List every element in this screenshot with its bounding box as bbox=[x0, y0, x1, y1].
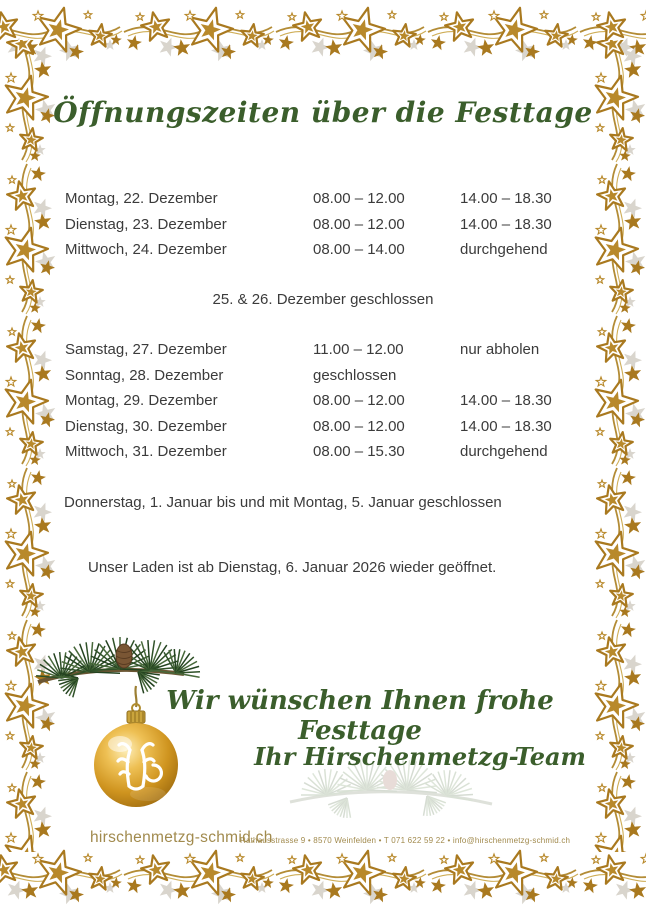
schedule-afternoon: durchgehend bbox=[460, 443, 548, 461]
schedule-afternoon: 14.00 – 18.30 bbox=[460, 190, 552, 207]
star-garland-top-border bbox=[0, 5, 646, 63]
schedule-row bbox=[65, 186, 585, 212]
signature-line: Ihr Hirschenmetzg-Team bbox=[254, 742, 586, 771]
greeting-line: Wir wünschen Ihnen frohe Festtage bbox=[166, 686, 554, 746]
website-text: hirschenmetzg-schmid.ch bbox=[90, 829, 273, 846]
pine-sprig-image bbox=[272, 760, 507, 838]
schedule-afternoon: 14.00 – 18.30 bbox=[460, 215, 552, 233]
schedule-day: Mittwoch, 24. Dezember bbox=[65, 241, 227, 259]
january-closed-note: Donnerstag, 1. Januar bis und mit Montag, 5. Januar geschlossen bbox=[64, 494, 502, 511]
schedule-day: Sonntag, 28. Dezember bbox=[65, 366, 224, 384]
schedule-morning: 08.00 – 12.00 bbox=[313, 417, 405, 435]
schedule-day: Montag, 22. Dezember bbox=[65, 190, 218, 207]
schedule-afternoon: durchgehend bbox=[460, 241, 548, 259]
schedule-morning: 11.00 – 12.00 bbox=[313, 341, 404, 358]
schedule-week2 bbox=[65, 337, 585, 465]
schedule-day: Samstag, 27. Dezember bbox=[65, 341, 227, 358]
schedule-row bbox=[65, 337, 585, 363]
schedule-afternoon bbox=[460, 363, 585, 389]
schedule-morning: 08.00 – 15.30 bbox=[313, 443, 405, 461]
schedule-day: Dienstag, 23. Dezember bbox=[65, 215, 227, 233]
schedule-row bbox=[65, 439, 585, 465]
christmas-closed-note: 25. & 26. Dezember geschlossen bbox=[212, 291, 434, 308]
contact-info-text: Rathausstrasse 9 • 8570 Weinfelden • T 071 622 59 22 • info@hirschenmetzg-schmid.ch bbox=[240, 836, 571, 845]
schedule-row bbox=[65, 237, 585, 263]
reopen-note: Unser Laden ist ab Dienstag, 6. Januar 2026 wieder geöffnet. bbox=[88, 559, 497, 576]
schedule-day: Montag, 29. Dezember bbox=[65, 392, 218, 410]
schedule-row bbox=[65, 363, 585, 389]
schedule-morning: 08.00 – 12.00 bbox=[313, 215, 405, 233]
schedule-row bbox=[65, 414, 585, 440]
schedule-afternoon: 14.00 – 18.30 bbox=[460, 392, 552, 410]
schedule-morning: geschlossen bbox=[313, 366, 397, 384]
schedule-morning: 08.00 – 12.00 bbox=[313, 190, 405, 207]
schedule-row bbox=[65, 212, 585, 238]
schedule-morning: 08.00 – 12.00 bbox=[313, 392, 405, 410]
schedule-day: Dienstag, 30. Dezember bbox=[65, 417, 227, 435]
page-title: Öffnungszeiten über die Festtage bbox=[53, 96, 593, 129]
star-garland-bottom-border bbox=[0, 848, 646, 905]
schedule-week1 bbox=[65, 186, 585, 263]
schedule-day: Mittwoch, 31. Dezember bbox=[65, 443, 227, 461]
schedule-afternoon: nur abholen bbox=[460, 341, 540, 358]
schedule-row bbox=[65, 388, 585, 414]
schedule-morning: 08.00 – 14.00 bbox=[313, 241, 405, 259]
star-garland-right-border bbox=[590, 40, 646, 852]
schedule-afternoon: 14.00 – 18.30 bbox=[460, 417, 552, 435]
